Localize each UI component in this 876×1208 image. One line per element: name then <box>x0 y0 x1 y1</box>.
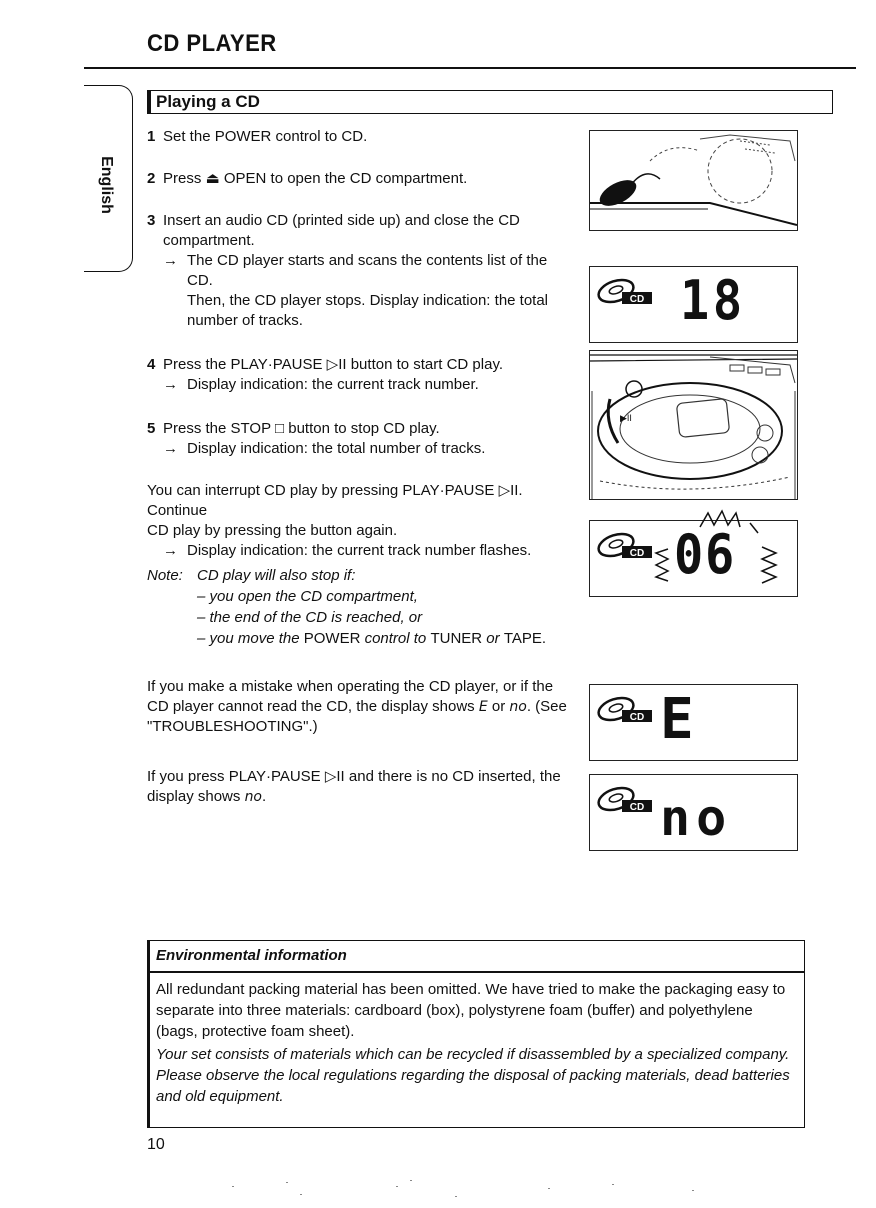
result-text: Then, the CD player stops. Display indication: the total <box>187 292 549 309</box>
note-item: – you open the CD compartment, <box>197 588 418 605</box>
paragraph-line: "TROUBLESHOOTING".) <box>147 718 318 735</box>
environmental-info-body: All redundant packing material has been omitted. We have tried to make the packaging easy to separate into three materials: cardboard (box), polystyrene foam (buffer) and polyethylene (bags, protective foam sheet). <box>156 981 786 1040</box>
paragraph-line: If you make a mistake when operating the CD player, or if the <box>147 678 554 695</box>
paragraph-line: display shows no. <box>147 788 267 805</box>
interrupt-paragraph <box>147 481 577 561</box>
arrow-icon: → <box>163 440 178 457</box>
display-symbol-no: no <box>244 789 263 805</box>
page-number: 10 <box>147 1136 165 1153</box>
arrow-icon: → <box>163 542 178 559</box>
step-result <box>147 439 577 459</box>
lcd-display-current-track <box>589 520 798 597</box>
no-cd-paragraph <box>147 767 577 807</box>
step-4 <box>147 355 577 375</box>
step-3 <box>147 211 577 251</box>
lcd-digits: E <box>660 687 694 752</box>
arrow-icon: → <box>163 252 178 269</box>
result-text: Display indication: the current track number flashes. <box>187 542 532 559</box>
svg-text:CD: CD <box>629 294 645 305</box>
step-2 <box>147 169 577 189</box>
result-text: number of tracks. <box>187 312 303 329</box>
title-rule <box>84 67 856 69</box>
environmental-info-title: Environmental information <box>156 947 347 964</box>
step-text: Insert an audio CD (printed side up) and close the CD <box>163 212 520 229</box>
paragraph-line: CD player cannot read the CD, the display shows E or no. (See <box>147 698 567 715</box>
svg-text:▶II: ▶II <box>620 413 632 423</box>
step-text: compartment. <box>163 232 255 249</box>
paragraph-line: You can interrupt CD play by pressing PLAY·PAUSE ▷II. Continue <box>147 482 523 519</box>
lcd-digits: 18 <box>680 269 746 332</box>
lcd-display-error <box>589 684 798 761</box>
step-number: 3 <box>147 212 156 229</box>
step-1 <box>147 127 577 147</box>
note-label: Note: <box>147 567 183 584</box>
step-text: Press the STOP □ button to stop CD play. <box>163 420 440 437</box>
lcd-display-total-tracks <box>589 266 798 343</box>
interrupt-result <box>147 541 577 561</box>
paragraph-line: CD play by pressing the button again. <box>147 522 398 539</box>
cd-disc-icon <box>596 783 656 815</box>
step-number: 1 <box>147 128 156 145</box>
step-number: 2 <box>147 170 156 187</box>
note-intro: CD play will also stop if: <box>197 567 356 584</box>
section-heading: Playing a CD <box>147 90 833 114</box>
step-result <box>147 251 577 331</box>
step-text: Press the PLAY·PAUSE ▷II button to start CD play. <box>163 356 504 373</box>
lcd-digits: no <box>660 789 733 847</box>
note-item: – the end of the CD is reached, or <box>197 609 423 626</box>
error-paragraph <box>147 677 577 737</box>
result-text: The CD player starts and scans the contents list of the CD. <box>187 252 548 289</box>
arrow-icon: → <box>163 376 178 393</box>
step-text: Press ⏏ OPEN to open the CD compartment. <box>163 170 468 187</box>
display-symbol-e: E <box>478 699 488 715</box>
play-button-illustration <box>589 350 798 500</box>
step-number: 5 <box>147 420 156 437</box>
page-title: CD PLAYER <box>147 30 277 57</box>
cd-disc-icon <box>596 275 656 307</box>
result-text: Display indication: the total number of tracks. <box>187 440 486 457</box>
environmental-info-recycling: Your set consists of materials which can be recycled if disassembled by a specialized company. Please observe the local regulations regarding the disposal of packing materials, dead batteries and old equipment. <box>156 1046 790 1105</box>
cd-disc-icon <box>596 693 656 725</box>
lcd-digits: 06 <box>674 523 737 586</box>
cd-disc-icon <box>596 529 656 561</box>
display-symbol-no: no <box>509 699 527 715</box>
paragraph-line: If you press PLAY·PAUSE ▷II and there is no CD inserted, the <box>147 768 561 785</box>
step-number: 4 <box>147 356 156 373</box>
result-text: Display indication: the current track number. <box>187 376 479 393</box>
svg-text:CD: CD <box>629 802 645 813</box>
svg-text:CD: CD <box>629 548 645 559</box>
step-result <box>147 375 577 395</box>
step-text: Set the POWER control to CD. <box>163 128 368 145</box>
language-tab-label: English <box>98 156 115 214</box>
open-button-illustration <box>589 130 798 231</box>
environmental-info-box <box>147 940 805 1128</box>
lcd-display-no-disc <box>589 774 798 851</box>
note-item: – you move the POWER control to TUNER or TAPE. <box>197 630 547 647</box>
svg-text:CD: CD <box>629 712 645 723</box>
step-5 <box>147 419 577 439</box>
steps-list <box>147 127 577 459</box>
environmental-info-divider <box>150 971 804 973</box>
note-block <box>147 565 577 649</box>
